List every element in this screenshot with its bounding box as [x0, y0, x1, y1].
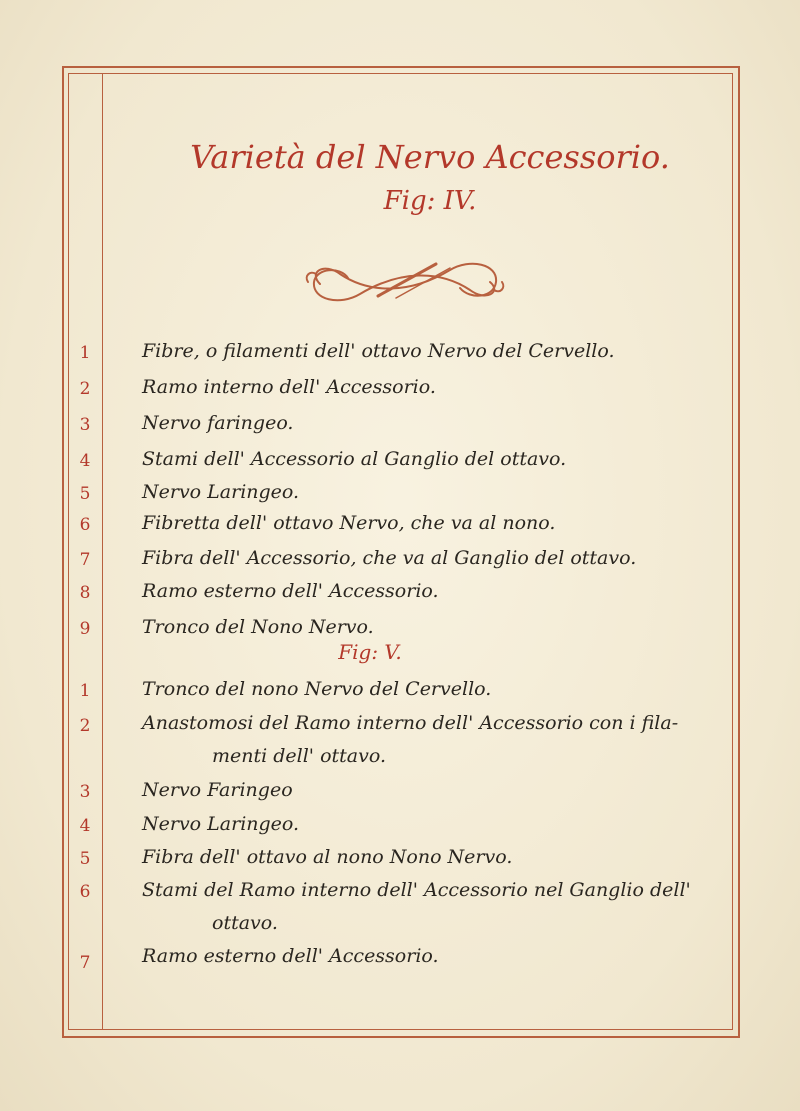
item-number: 1: [79, 343, 91, 363]
outer-border-left: [62, 66, 64, 1038]
inner-border-top: [68, 73, 733, 74]
fig-v-heading: Fig: V.: [338, 640, 402, 664]
item-number: 6: [79, 515, 91, 535]
margin-rule: [102, 73, 103, 1030]
list-item-continuation: menti dell' ottavo.: [212, 745, 386, 767]
list-item: Nervo faringeo.: [142, 412, 294, 434]
inner-border-bottom: [68, 1029, 733, 1030]
item-number: 8: [79, 583, 91, 603]
item-number: 6: [79, 882, 91, 902]
fig-iv-heading: Fig: IV.: [383, 186, 477, 216]
list-item: Fibre, o filamenti dell' ottavo Nervo del Cervello.: [142, 340, 615, 362]
list-item: Anastomosi del Ramo interno dell' Accessorio con i fila-: [142, 712, 679, 734]
item-number: 1: [79, 681, 91, 701]
item-number: 4: [79, 816, 91, 836]
list-item: Tronco del Nono Nervo.: [142, 616, 374, 638]
list-item: Fibra dell' ottavo al nono Nono Nervo.: [142, 846, 513, 868]
list-item-continuation: ottavo.: [212, 912, 278, 934]
item-number: 9: [79, 619, 91, 639]
item-number: 2: [79, 716, 91, 736]
item-number: 3: [79, 782, 91, 802]
item-number: 3: [79, 415, 91, 435]
item-number: 7: [79, 550, 91, 570]
list-item: Fibra dell' Accessorio, che va al Ganglio del ottavo.: [142, 547, 637, 569]
list-item: Fibretta dell' ottavo Nervo, che va al nono.: [142, 512, 556, 534]
list-item: Ramo interno dell' Accessorio.: [142, 376, 436, 398]
outer-border-bottom: [62, 1036, 740, 1038]
flourish-ornament: [300, 252, 510, 312]
item-number: 2: [79, 379, 91, 399]
item-number: 5: [79, 849, 91, 869]
list-item: Tronco del nono Nervo del Cervello.: [142, 678, 492, 700]
item-number: 4: [79, 451, 91, 471]
list-item: Ramo esterno dell' Accessorio.: [142, 945, 439, 967]
list-item: Nervo Faringeo: [142, 779, 293, 801]
inner-border-left: [68, 73, 69, 1030]
list-item: Stami del Ramo interno dell' Accessorio nel Ganglio dell': [142, 879, 691, 901]
list-item: Nervo Laringeo.: [142, 481, 300, 503]
page-title: Varietà del Nervo Accessorio.: [190, 138, 670, 176]
list-item: Ramo esterno dell' Accessorio.: [142, 580, 439, 602]
inner-border-right: [732, 73, 733, 1030]
item-number: 7: [79, 953, 91, 973]
list-item: Nervo Laringeo.: [142, 813, 300, 835]
list-item: Stami dell' Accessorio al Ganglio del ottavo.: [142, 448, 567, 470]
outer-border-top: [62, 66, 740, 68]
item-number: 5: [79, 484, 91, 504]
